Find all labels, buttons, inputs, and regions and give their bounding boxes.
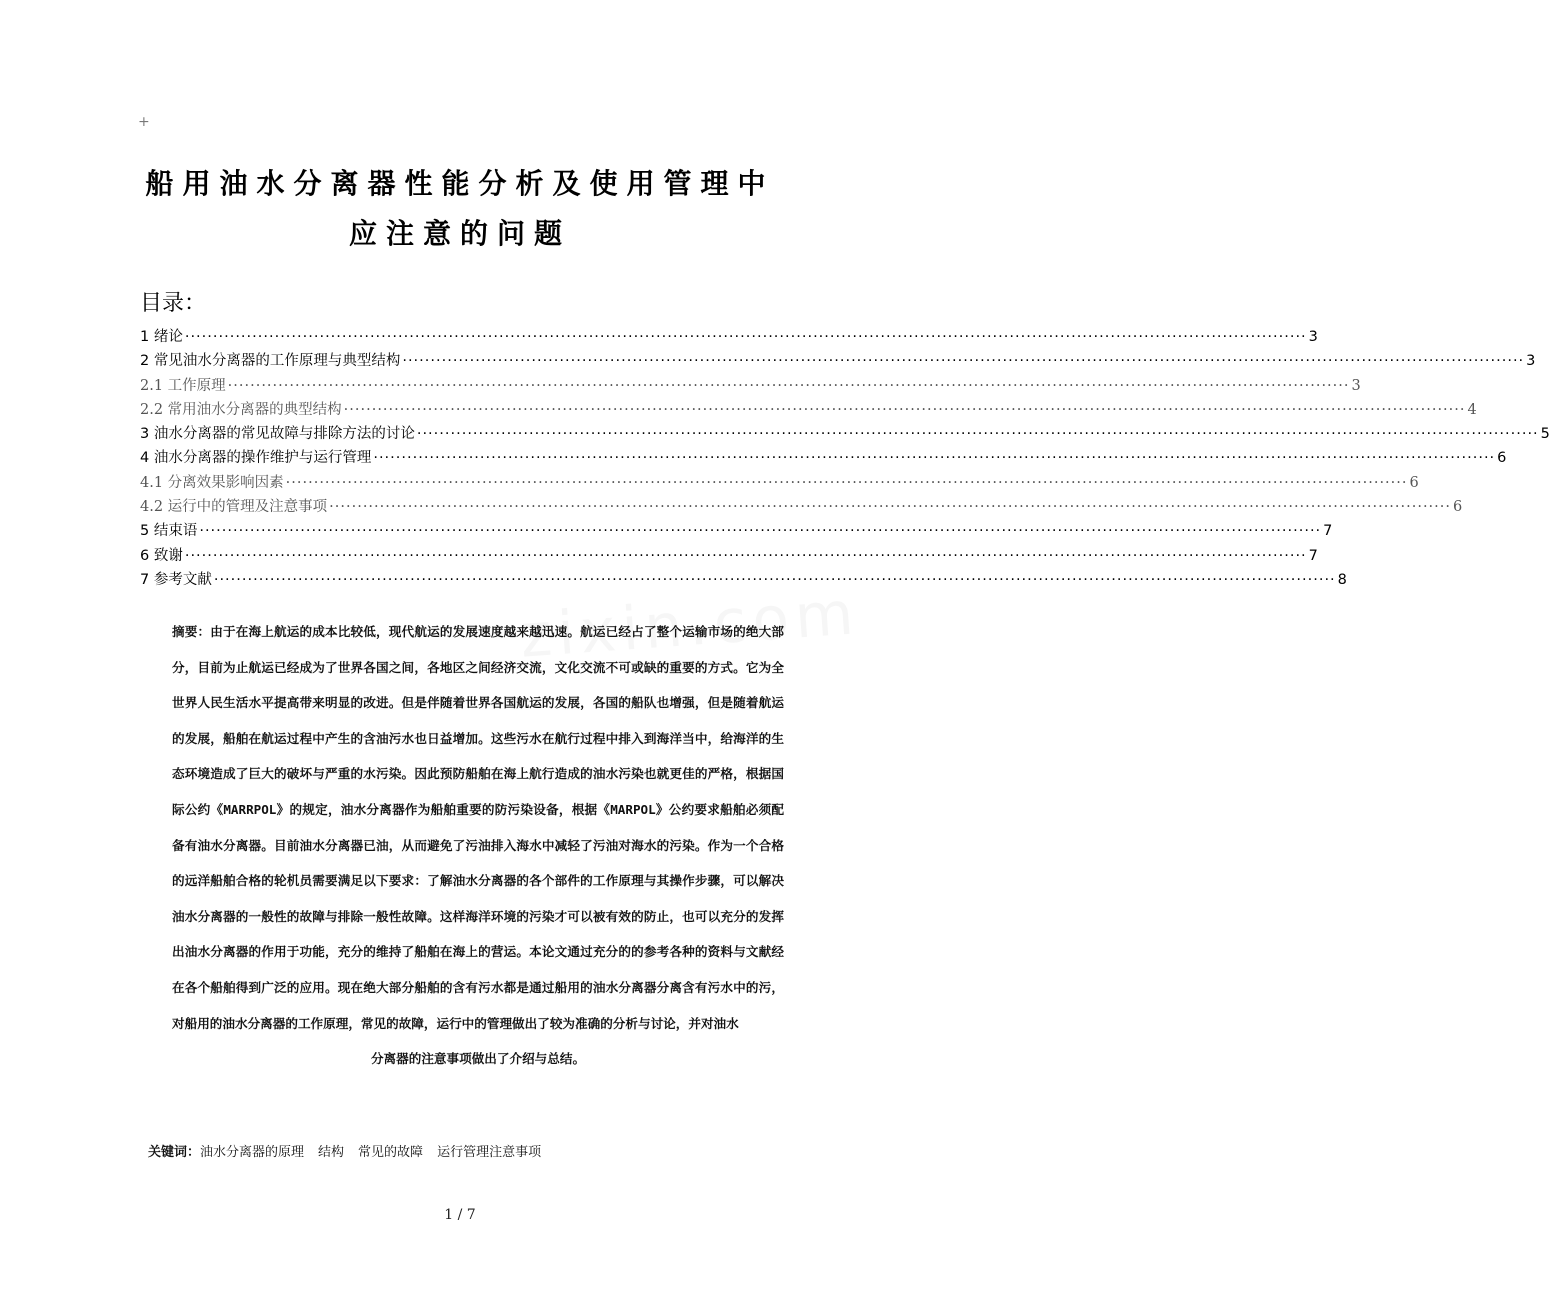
toc-leader: ········································································································································································································ [213, 571, 1336, 588]
toc-entry-label: 6 致谢 [140, 547, 183, 564]
toc-entry-page: 8 [1337, 571, 1347, 588]
keyword: 常见的故障 [358, 1145, 424, 1160]
toc-entry[interactable] [140, 325, 1318, 349]
toc-entry[interactable] [140, 446, 1507, 470]
toc-entry-page: 3 [1526, 353, 1536, 370]
toc-leader: ········································································································································································································ [285, 474, 1408, 491]
toc-entry[interactable] [140, 495, 1463, 519]
document-title-line-1: 船用油水分离器性能分析及使用管理中 [145, 167, 775, 200]
toc-entry[interactable] [140, 398, 1477, 422]
toc-entry-page: 3 [1308, 329, 1318, 345]
keyword: 油水分离器的原理 [200, 1145, 305, 1160]
toc-entry-page: 6 [1497, 450, 1507, 467]
toc-entry-page: 3 [1351, 377, 1361, 394]
abstract-body: 摘要：由于在海上航运的成本比较低，现代航运的发展速度越来越迅速。航运已经占了整个运输市场的绝大部分，目前为止航运已经成为了世界各国之间，各地区之间经济交流，文化交流不可或缺的重要的方式。它为全世界人民生活水平提高带来明显的改进。但是伴随着世界各国航运的发展，各国的船队也增强，但是随着航运的发展，船舶在航运过程中产生的含油污水也日益增加。这些污水在航行过程中排入到海洋当中，给海洋的生态环境造成了巨大的破坏与严重的水污染。因此预防船舶在海上航行造成的油水污染也就更佳的严格，根据国际公约《MARRPOL》的规定，油水分离器作为船舶重要的防污染设备，根据《MARPOL》公约要求船舶必须配备有油水分离器。目前油水分离器已油，从而避免了污油排入海水中减轻了污油对海水的污染。作为一个合格的远洋船舶合格的轮机员需要满足以下要求：了解油水分离器的各个部件的工作原理与其操作步骤，可以解决油水分离器的一般性的故障与排除一般性故障。这样海洋环境的污染才可以被有效的防止，也可以充分的发挥出油水分离器的作用于功能，充分的维持了船舶在海上的营运。本论文通过充分的的参考各种的资料与文献经在各个船舶得到广泛的应用。现在绝大部分船舶的含有污水都是通过船用的油水分离器分离含有污水中的污，对船用的油水分离器的工作原理，常见的故障，运行中的管理做出了较为准确的分析与讨论，并对油水 [172, 624, 784, 1031]
toc-entry[interactable] [140, 519, 1333, 543]
toc-entry[interactable] [140, 471, 1419, 495]
toc-entry[interactable] [140, 374, 1361, 398]
toc-entry-label: 7 参考文献 [140, 571, 212, 588]
toc-entry-page: 6 [1409, 474, 1419, 491]
toc-entry-page: 4 [1467, 401, 1477, 418]
toc-entry-page: 5 [1540, 426, 1550, 443]
toc-entry-label: 1 绪论 [140, 329, 183, 345]
toc-entry[interactable] [140, 349, 1536, 373]
keywords-label: 关键词： [148, 1145, 201, 1160]
toc-entry-page: 7 [1323, 523, 1333, 540]
toc-entry-page: 7 [1308, 547, 1318, 564]
toc-entry-label: 2 常见油水分离器的工作原理与典型结构 [140, 353, 401, 370]
toc-entry-page: 6 [1453, 499, 1463, 516]
toc-leader: ········································································································································································································ [329, 499, 1451, 516]
toc-leader: ········································································································································································································ [402, 353, 1525, 370]
page-number: 1 / 7 [444, 1207, 476, 1223]
toc-leader: ········································································································································································································ [184, 329, 1307, 345]
toc-leader: ········································································································································································································ [343, 401, 1466, 418]
toc-entry[interactable] [140, 544, 1318, 568]
abstract [172, 614, 784, 1077]
toc-entry-label: 4 油水分离器的操作维护与运行管理 [140, 450, 372, 467]
keyword: 运行管理注意事项 [437, 1145, 542, 1160]
toc-leader: ········································································································································································································ [227, 377, 1350, 394]
document-title-line-2: 应注意的问题 [348, 217, 571, 250]
toc-leader: ········································································································································································································ [199, 523, 1322, 540]
keywords [148, 1141, 555, 1160]
toc-entry-label: 4.2 运行中的管理及注意事项 [140, 499, 328, 516]
toc-entry-label: 5 结束语 [140, 523, 198, 540]
toc-entry-label: 2.2 常用油水分离器的典型结构 [140, 401, 342, 418]
abstract-last-line: 分离器的注意事项做出了介绍与总结。 [370, 1051, 586, 1067]
toc-entry-label: 2.1 工作原理 [140, 377, 226, 394]
toc-leader: ········································································································································································································ [184, 547, 1307, 564]
edit-mark: + [138, 114, 150, 130]
toc-entry[interactable] [140, 568, 1347, 592]
toc-entry-label: 3 油水分离器的常见故障与排除方法的讨论 [140, 426, 415, 443]
table-of-contents [140, 325, 1550, 592]
toc-entry[interactable] [140, 422, 1550, 446]
toc-leader: ········································································································································································································ [416, 426, 1539, 443]
toc-leader: ········································································································································································································ [373, 450, 1496, 467]
keyword: 结构 [318, 1145, 345, 1160]
toc-entry-label: 4.1 分离效果影响因素 [140, 474, 284, 491]
toc-heading: 目录： [140, 291, 207, 316]
